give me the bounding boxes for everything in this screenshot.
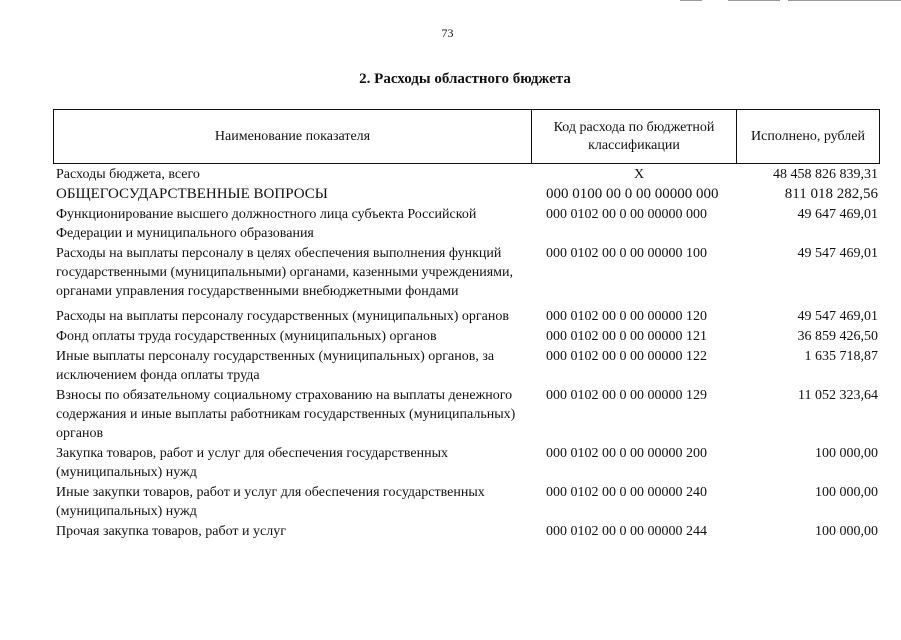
row-name: Расходы на выплаты персоналу государственных (муниципальных) органов	[56, 309, 509, 324]
row-code: 000 0102 00 0 00 00000 129	[546, 388, 707, 403]
row-name: Расходы на выплаты персоналу в целях обеспечения выполнения функций государственными (муниципальными) органами, казенными учреждениями, органами управления государственными внебюджетными фондами	[56, 246, 513, 299]
table-row	[56, 347, 880, 385]
header-code: Код расхода по бюджетной классификации	[532, 110, 737, 163]
row-code: 000 0102 00 0 00 00000 244	[546, 524, 707, 539]
row-code: 000 0102 00 0 00 00000 121	[546, 329, 707, 344]
row-amount: 811 018 282,56	[784, 186, 878, 202]
header-amount: Исполнено, рублей	[751, 128, 865, 144]
row-code: 000 0102 00 0 00 00000 000	[546, 207, 707, 222]
row-amount: 36 859 426,50	[797, 329, 878, 344]
row-amount: 49 647 469,01	[797, 207, 878, 222]
row-amount: 48 458 826 839,31	[773, 167, 878, 182]
table-row	[56, 327, 880, 346]
page-number: 73	[441, 26, 454, 40]
row-code: 000 0102 00 0 00 00000 240	[546, 485, 707, 500]
row-name: Закупка товаров, работ и услуг для обеспечения государственных (муниципальных) нужд	[56, 446, 449, 480]
row-code: 000 0102 00 0 00 00000 122	[546, 349, 707, 364]
table-body	[56, 165, 880, 542]
table-row	[56, 244, 880, 301]
header-name: Наименование показателя	[54, 110, 532, 163]
row-name: Функционирование высшего должностного лица субъекта Российской Федерации и муниципального образования	[56, 207, 477, 241]
table-row	[56, 185, 880, 204]
row-name: Фонд оплаты труда государственных (муниципальных) органов	[56, 329, 437, 344]
row-code: X	[633, 167, 645, 182]
table-row	[56, 205, 880, 243]
row-amount: 1 635 718,87	[804, 349, 878, 364]
row-name: Иные выплаты персоналу государственных (муниципальных) органов, за исключением фонда оплаты труда	[56, 349, 495, 383]
row-amount: 100 000,00	[815, 485, 878, 500]
row-amount: 49 547 469,01	[797, 309, 878, 324]
row-name: ОБЩЕГОСУДАРСТВЕННЫЕ ВОПРОСЫ	[56, 186, 328, 202]
row-code: 000 0102 00 0 00 00000 120	[546, 309, 707, 324]
table-row	[56, 483, 880, 521]
row-amount: 100 000,00	[815, 524, 878, 539]
row-name: Иные закупки товаров, работ и услуг для обеспечения государственных (муниципальных) нужд	[56, 485, 485, 519]
row-amount: 49 547 469,01	[797, 246, 878, 261]
row-name: Взносы по обязательному социальному страхованию на выплаты денежного содержания и иные выплаты работникам государственных (муниципальных) органов	[56, 388, 516, 441]
table-header	[53, 109, 880, 164]
row-amount: 11 052 323,64	[798, 388, 878, 403]
row-amount: 100 000,00	[815, 446, 878, 461]
table-row	[56, 165, 880, 184]
row-code: 000 0102 00 0 00 00000 200	[546, 446, 707, 461]
row-code: 000 0102 00 0 00 00000 100	[546, 246, 707, 261]
table-row	[56, 522, 880, 541]
table-row	[56, 444, 880, 482]
table-row	[56, 307, 880, 326]
row-code: 000 0100 00 0 00 00000 000	[546, 186, 719, 202]
top-edge-lines	[680, 0, 901, 2]
table-row	[56, 386, 880, 443]
section-title: 2. Расходы областного бюджета	[359, 71, 571, 87]
row-name: Прочая закупка товаров, работ и услуг	[56, 524, 286, 539]
row-name: Расходы бюджета, всего	[56, 167, 200, 182]
